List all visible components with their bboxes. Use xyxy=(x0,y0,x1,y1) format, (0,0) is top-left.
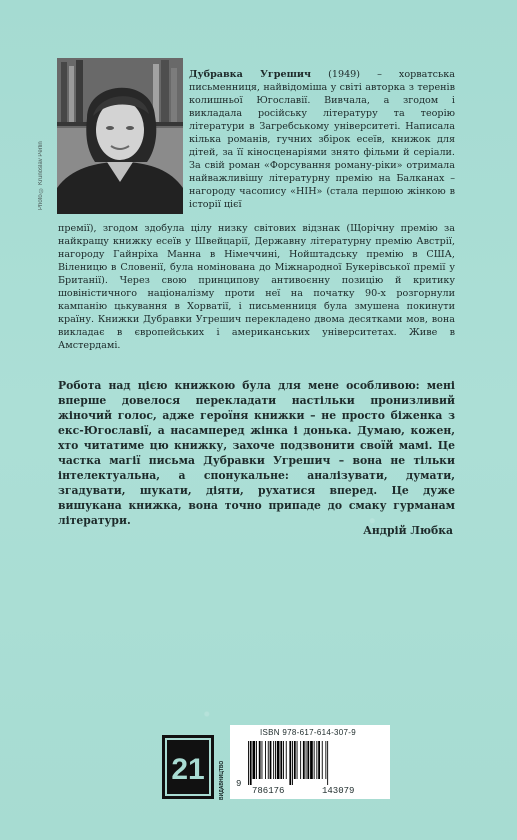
barcode-bar xyxy=(268,741,269,779)
barcode-bar xyxy=(289,741,291,785)
publisher-logo-icon xyxy=(162,735,214,799)
publisher-logo xyxy=(162,735,214,799)
barcode-bar xyxy=(273,741,274,779)
barcode-bar xyxy=(283,741,284,779)
author-portrait-image xyxy=(57,58,183,214)
barcode-bar xyxy=(262,741,263,779)
publisher-logo-text: 21 xyxy=(171,753,205,786)
barcode-bar xyxy=(303,741,305,779)
bio-text-part1: (1949) – хорватська письменниця, найвідоміша у світі авторка з теренів колишньої Югославії. Вивчала, а згодом і викладала російську літературу та теорію літератури в Загребському університеті. Написала кілька романів, гучних збірок есеїв, книжок для дітей, за її кіносценаріями знято фільми й серіали. За свій роман «Форсування роману-ріки» отримала найважливішу літературну премію на Балканах – нагороду часопису «НІН» (стала першою жінкою в історії цієї xyxy=(189,69,455,210)
barcode-bar xyxy=(292,741,293,785)
ean-right-group: 143079 xyxy=(322,786,355,796)
blurb-quote: Робота над цією книжкою була для мене особливою: мені вперше довелося перекладати настільки пронизливий жіночий голос, адже героїня книжки – не просто біженка з екс-Югославії, а насамперед жінка і донька. Думаю, кожен, хто читатиме цю книжку, захоче подзвонити своїй мамі. Це частка магії письма Дубравки Угрешич – вона не тільки інтелектуальна, а спонукальне: аналізувати, думати, згадувати, шукати, діяти, рухатися вперед. Це дуже вишукана книжка, вона точно припаде до смаку гурманам літератури. xyxy=(58,379,455,527)
barcode-bar xyxy=(300,741,301,779)
blurb-author: Андрій Любка xyxy=(363,524,453,537)
author-bio-bottom xyxy=(58,222,455,352)
author-bio-top xyxy=(189,68,455,211)
barcode-bar xyxy=(275,741,276,779)
barcode-bar xyxy=(248,741,249,785)
bio-text-part2: премії), згодом здобула цілу низку світових відзнак (Щорічну премію за найкращу книжку есеїв у Швейцарії, Державну літературну премію Австрії, нагороду Гайнріха Манна в Німеччині, Нойштадську премію в США, Віленицю в Словенії, була номінована до Міжнародної Букерівської премії у Британії). Через свою принципову антивоєнну позицію й критику шовіністичного націоналізму проти неї на початку 90-х розгорнули кампанію цькування в Хорватії, і письменниця була змушена покинути країну. Книжки Дубравки Угрешич перекладено двома десятками мов, вона викладає в європейських і американських університетах. Живе в Амстердамі. xyxy=(58,223,455,351)
barcode-bar xyxy=(306,741,307,779)
ean-left-group: 786176 xyxy=(252,786,285,796)
barcode-bar xyxy=(297,741,298,779)
publisher-name: ВИДАВНИЦТВО xyxy=(219,760,225,800)
barcode-bar xyxy=(259,741,261,779)
barcode-bar xyxy=(294,741,296,779)
author-name: Дубравка Угрешич xyxy=(189,69,312,80)
barcode-bar xyxy=(322,741,323,779)
photo-credit: Photo © Krunoslav Perlin xyxy=(38,141,44,210)
barcode-bar xyxy=(310,741,313,779)
barcode-bar xyxy=(265,741,266,779)
barcode-bar xyxy=(327,741,328,785)
barcode-bar xyxy=(280,741,282,779)
barcode-bar xyxy=(277,741,280,779)
barcode-bar xyxy=(256,741,257,779)
barcode-bar xyxy=(314,741,315,779)
barcode-bar xyxy=(325,741,326,779)
barcode-bar xyxy=(318,741,320,779)
barcode-bar xyxy=(250,741,252,785)
barcode-bar xyxy=(316,741,317,779)
barcode-bar xyxy=(270,741,272,779)
ean-first-digit: 9 xyxy=(236,779,242,789)
isbn-text: ISBN 978-617-614-307-9 xyxy=(260,728,356,737)
author-photo xyxy=(57,58,183,214)
barcode-bar xyxy=(307,741,309,779)
barcode-bars xyxy=(248,741,386,785)
barcode-bar xyxy=(286,741,287,779)
barcode-bar xyxy=(253,741,256,779)
